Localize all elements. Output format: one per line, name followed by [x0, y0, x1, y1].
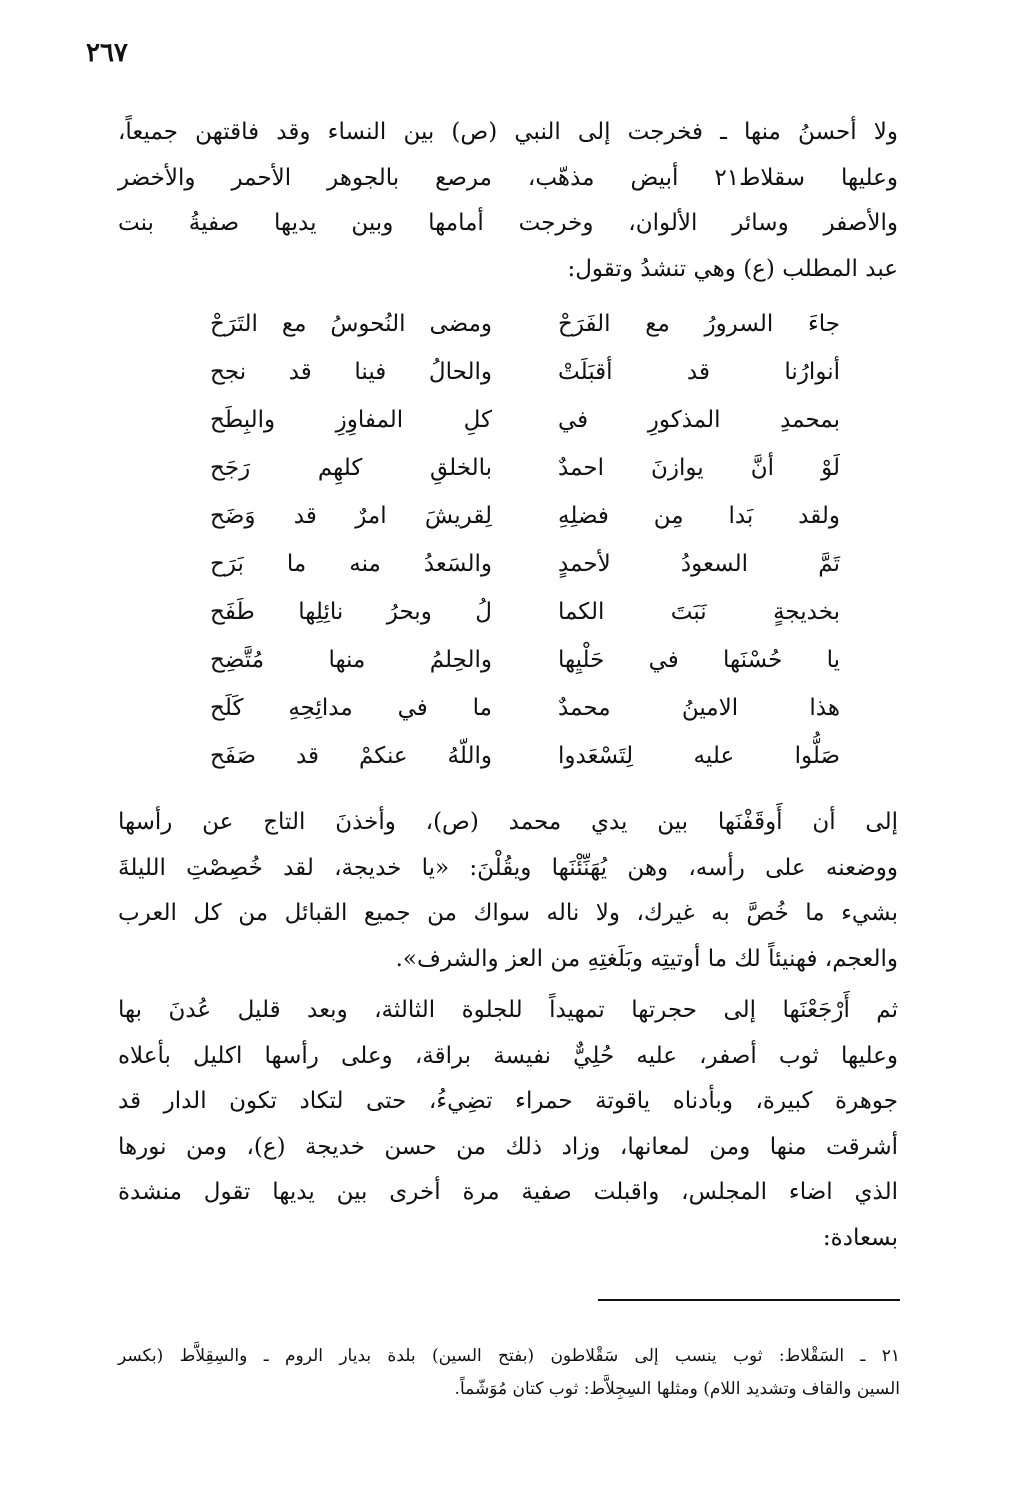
poem-verse — [210, 732, 840, 780]
footnote-line: السين والقاف وتشديد اللام) ومثلها السِجِلاَّط: ثوب كتان مُوَشّماً. — [454, 1379, 900, 1399]
verse-first-hemistich: جاءَ السرورُ مع الفَرَحْ — [558, 311, 840, 337]
page-number: ٢٦٧ — [86, 38, 128, 68]
poem-verse — [210, 540, 840, 588]
paragraph-1 — [118, 110, 898, 292]
verse-first-hemistich: صَلُّوا عليه لِتَسْعَدوا — [558, 743, 840, 769]
text-line: عبد المطلب (ع) وهي تنشدُ وتقول: — [567, 255, 898, 282]
poem-verse — [210, 444, 840, 492]
verse-second-hemistich: والسَعدُ منه ما بَرَح — [210, 551, 492, 577]
poem-verse — [210, 684, 840, 732]
text-line: ثم أَرْجَعْنَها إلى حجرتها تمهيداً للجلوة الثالثة، وبعد قليل عُدنَ بها — [118, 997, 898, 1023]
text-line: جوهرة كبيرة، وبأدناه ياقوتة حمراء تضِيءُ، حتى لتكاد تكون الدار قد — [118, 1088, 898, 1114]
verse-second-hemistich: لِقريشَ امرٌ قد وَضَح — [210, 503, 492, 529]
verse-second-hemistich: والحالُ فينا قد نجح — [210, 359, 492, 385]
paragraph-3 — [118, 988, 898, 1261]
verse-first-hemistich: بمحمدِ المذكورِ في — [558, 407, 840, 433]
poem — [210, 300, 840, 780]
text-line: وعليها سقلاط٢١ أبيض مذهّب، مرصع بالجوهر الأحمر والأخضر — [118, 164, 898, 191]
text-line: ولا أحسنُ منها ـ فخرجت إلى النبي (ص) بين النساء وقد فاقتهن جميعاً، — [118, 119, 898, 145]
footnote — [118, 1340, 900, 1406]
text-line: أشرقت منها ومن لمعانها، وزاد ذلك من حسن خديجة (ع)، ومن نورها — [118, 1133, 898, 1160]
poem-verse — [210, 396, 840, 444]
verse-first-hemistich: بخديجةٍ نَبَتَ الكما — [558, 599, 840, 625]
verse-second-hemistich: بالخلقِ كلهِم رَجَح — [210, 455, 492, 481]
verse-second-hemistich: والحِلمُ منها مُتَّضِح — [210, 647, 492, 673]
poem-verse — [210, 492, 840, 540]
text-line: إلى أن أَوقَفْنَها بين يدي محمد (ص)، وأخذنَ التاج عن رأسها — [118, 809, 898, 835]
verse-second-hemistich: واللّهُ عنكمْ قد صَفَح — [210, 743, 492, 769]
verse-first-hemistich: لَوْ أنَّ يوازنَ احمدٌ — [558, 455, 840, 481]
verse-second-hemistich: لُ وبحرُ نائِلِها طَفَح — [210, 599, 492, 625]
text-line: بشيء ما خُصَّ به غيرك، ولا ناله سواك من جميع القبائل من كل العرب — [118, 900, 898, 926]
poem-verse — [210, 300, 840, 348]
footnote-line: ٢١ ـ السَقْلاط: ثوب ينسب إلى سَقْلاطون (بفتح السين) بلدة بديار الروم ـ والسِقِلاَّط (بكسر — [118, 1346, 900, 1366]
poem-verse — [210, 348, 840, 396]
paragraph-2 — [118, 800, 898, 982]
text-line: والأصفر وسائر الألوان، وخرجت أمامها وبين يديها صفيةُ بنت — [118, 210, 898, 236]
verse-first-hemistich: هذا الامينُ محمدٌ — [558, 695, 840, 721]
verse-first-hemistich: ولقد بَدا مِن فضلِهِ — [558, 503, 840, 529]
text-line: والعجم، فهنيئاً لك ما أوتيتِه وبَلَغتِهِ من العز والشرف». — [395, 945, 898, 972]
verse-first-hemistich: تَمَّ السعودُ لأحمدٍ — [558, 551, 840, 577]
text-line: بسعادة: — [822, 1224, 898, 1251]
verse-first-hemistich: يا حُسْنَها في حَلْيِها — [558, 647, 840, 673]
footnote-divider — [598, 1299, 900, 1301]
verse-second-hemistich: كلِ المفاوِزِ والبِطَح — [210, 407, 492, 433]
poem-verse — [210, 588, 840, 636]
verse-first-hemistich: أنوارُنا قد أقبَلَتْ — [558, 359, 840, 385]
poem-verse — [210, 636, 840, 684]
verse-second-hemistich: ما في مدائِحِهِ كَلَح — [210, 695, 492, 721]
text-line: وعليها ثوب أصفر، عليه حُلِيٌّ نفيسة براقة، وعلى رأسها اكليل بأعلاه — [118, 1042, 898, 1069]
text-line: ووضعنه على رأسه، وهن يُهَنِّئْنَها ويقُلْنَ: «يا خديجة، لقد خُصِصْتِ الليلةَ — [118, 854, 898, 881]
verse-second-hemistich: ومضى النُحوسُ مع التَرَحْ — [210, 311, 492, 337]
text-line: الذي اضاء المجلس، واقبلت صفية مرة أخرى بين يديها تقول منشدة — [118, 1179, 898, 1205]
